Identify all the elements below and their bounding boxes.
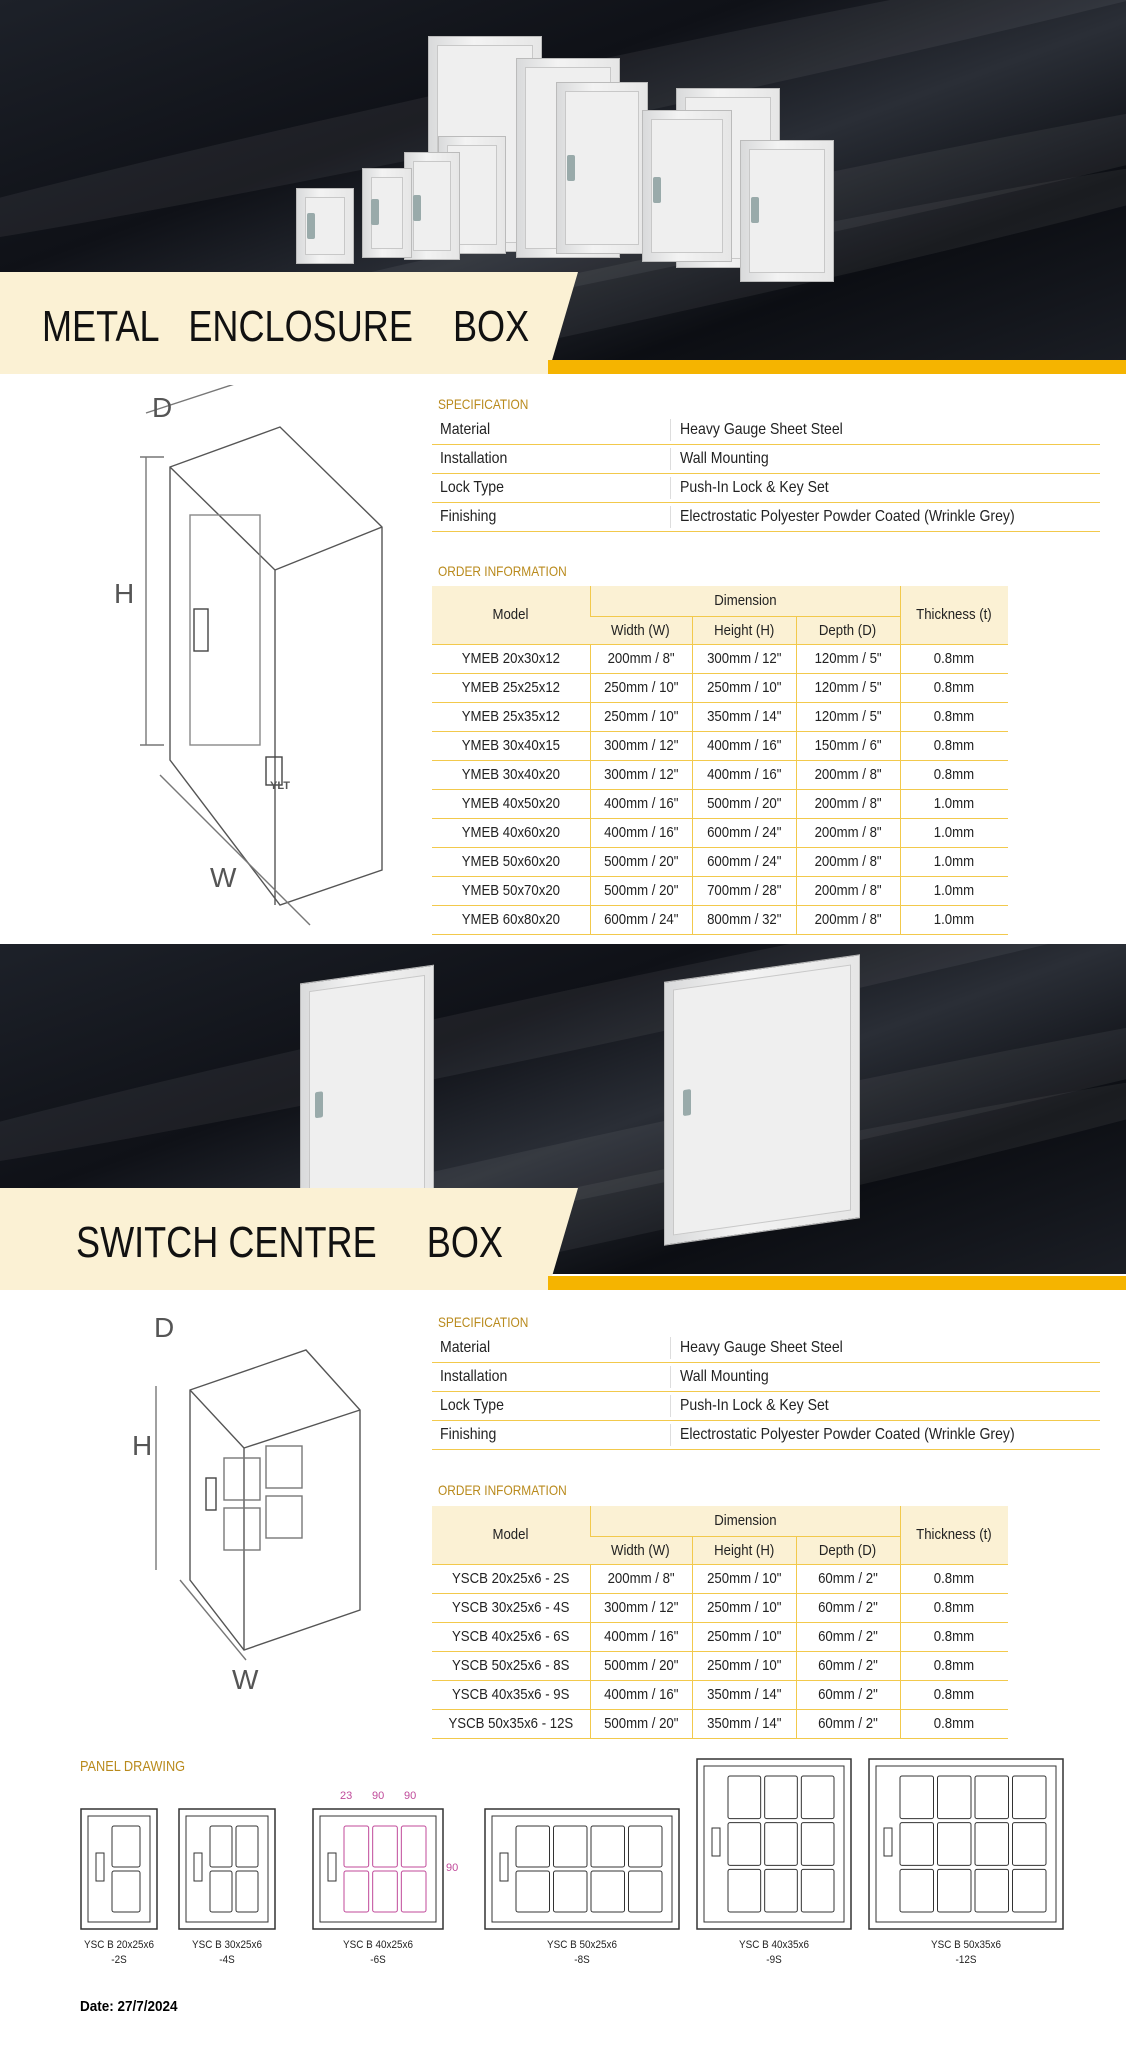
table-cell: 200mm / 8" [796,760,900,789]
table-cell: YSCB 30x25x6 - 4S [432,1593,590,1622]
switch-slot [900,1823,934,1866]
table-cell: YSCB 50x35x6 - 12S [432,1709,590,1738]
table-row [432,1622,1008,1651]
switch-slot [554,1871,588,1912]
table-cell: 1.0mm [900,847,1008,876]
table-cell: 0.8mm [900,1680,1008,1709]
order-heading: ORDER INFORMATION [438,563,567,579]
panel-caption [66,1938,172,1968]
table-cell: 300mm / 12" [692,644,796,673]
table-cell: 350mm / 14" [692,1680,796,1709]
col-height: Height (H) [692,616,796,644]
switch-slot [629,1871,663,1912]
table-cell: 200mm / 8" [590,644,692,673]
order-table-switch [432,1506,1008,1739]
panel-drawing [484,1808,680,1930]
panel-drawing [178,1808,276,1930]
table-cell: 600mm / 24" [692,847,796,876]
table-cell: 120mm / 5" [796,702,900,731]
spec-row-finishing: Finishing Electrostatic Polyester Powder Coated (Wrinkle Grey) [432,1421,1100,1450]
table-cell: 400mm / 16" [590,1680,692,1709]
switch-slot [516,1871,550,1912]
switch-slot [112,1871,140,1912]
switch-slot [801,1869,834,1912]
table-cell: YMEB 50x60x20 [432,847,590,876]
table-row [432,789,1008,818]
table-cell: 120mm / 5" [796,644,900,673]
table-cell: 400mm / 16" [590,818,692,847]
table-row [432,876,1008,905]
table-row [432,905,1008,934]
table-cell: 800mm / 32" [692,905,796,934]
table-cell: 60mm / 2" [796,1564,900,1593]
panel-dimension-label: 90 [372,1790,385,1802]
table-cell: YSCB 40x35x6 - 9S [432,1680,590,1709]
switch-slot [765,1776,798,1819]
panel-caption-model: YSC B 40x25x6 [343,1939,413,1951]
table-cell: 500mm / 20" [590,1709,692,1738]
col-model: Model [432,1506,590,1564]
table-cell: YMEB 60x80x20 [432,905,590,934]
section-title: METAL ENCLOSURE BOX [42,302,530,351]
panel-drawing [80,1808,158,1930]
panel-frame [869,1759,1063,1929]
panel-frame [81,1809,157,1929]
table-cell: 500mm / 20" [590,1651,692,1680]
table-cell: YSCB 40x25x6 - 6S [432,1622,590,1651]
switch-slot [728,1869,761,1912]
switch-slot [210,1871,232,1912]
table-row [432,818,1008,847]
panel-latch [328,1853,336,1881]
dimension-label-w: W [210,862,237,893]
panel-drawing [868,1758,1064,1930]
table-row [432,760,1008,789]
switch-slot [975,1823,1009,1866]
spec-row-finishing: Finishing Electrostatic Polyester Powder Coated (Wrinkle Grey) [432,503,1100,532]
switch-slot [728,1823,761,1866]
switch-slot [728,1776,761,1819]
enclosure-product-image [740,140,834,282]
panel-caption-suffix: -9S [766,1954,782,1966]
col-model: Model [432,586,590,644]
table-cell: 250mm / 10" [692,673,796,702]
switch-slot [373,1826,398,1867]
table-cell: 0.8mm [900,1651,1008,1680]
table-cell: 500mm / 20" [692,789,796,818]
table-cell: 500mm / 20" [590,847,692,876]
panel-caption [686,1938,862,1968]
switch-slot [554,1826,588,1867]
switch-title-band [0,1188,1126,1290]
col-depth: Depth (D) [796,616,900,644]
order-heading: ORDER INFORMATION [438,1482,567,1498]
panel-inner-frame [492,1816,672,1922]
table-cell: 250mm / 10" [692,1593,796,1622]
table-cell: 250mm / 10" [692,1622,796,1651]
table-cell: 150mm / 6" [796,731,900,760]
table-cell: YMEB 40x60x20 [432,818,590,847]
table-row [432,644,1008,673]
col-dimension: Dimension [590,1506,900,1536]
table-row [432,702,1008,731]
table-cell: 400mm / 16" [590,789,692,818]
switch-slot [975,1776,1009,1819]
switch-slot [210,1826,232,1867]
switch-slot [373,1871,398,1912]
table-cell: 1.0mm [900,876,1008,905]
panel-inner-frame [88,1816,150,1922]
spec-row-lock-type: Lock Type Push-In Lock & Key Set [432,474,1100,503]
table-cell: YMEB 20x30x12 [432,644,590,673]
switch-slot [629,1826,663,1867]
table-cell: 400mm / 16" [590,1622,692,1651]
switch-slot [765,1869,798,1912]
order-table-enclosure [432,586,1008,935]
panel-frame [485,1809,679,1929]
panel-caption-suffix: -12S [955,1954,977,1966]
col-width: Width (W) [590,1536,692,1564]
dimension-label-h: H [132,1430,153,1461]
table-cell: YMEB 25x25x12 [432,673,590,702]
table-row [432,1709,1008,1738]
panel-frame [179,1809,275,1929]
switch-slot [975,1869,1009,1912]
dimension-label-d: D [152,392,173,423]
spec-row-lock-type: Lock Type Push-In Lock & Key Set [432,1392,1100,1421]
dimension-label-d: D [154,1312,175,1343]
panel-latch [884,1828,892,1856]
switch-slot [938,1869,972,1912]
table-row [432,731,1008,760]
panel-caption [301,1938,456,1968]
panel-inner-frame [320,1816,436,1922]
table-cell: 200mm / 8" [590,1564,692,1593]
table-cell: 300mm / 12" [590,731,692,760]
accent-stripe [548,1276,1126,1290]
table-cell: 60mm / 2" [796,1680,900,1709]
panel-latch [712,1828,720,1856]
col-thickness: Thickness (t) [900,1506,1008,1564]
table-cell: 60mm / 2" [796,1709,900,1738]
table-cell: 0.8mm [900,702,1008,731]
switch-slot [344,1871,369,1912]
switch-slot [112,1826,140,1867]
table-cell: 1.0mm [900,818,1008,847]
table-cell: 250mm / 10" [590,673,692,702]
switch-slot [401,1871,426,1912]
table-cell: 700mm / 28" [692,876,796,905]
enclosure-title-band [0,272,1126,374]
table-row [432,1564,1008,1593]
panel-inner-frame [186,1816,268,1922]
switch-slot [591,1826,625,1867]
table-cell: 400mm / 16" [692,760,796,789]
table-cell: 0.8mm [900,760,1008,789]
table-cell: 200mm / 8" [796,818,900,847]
document-date: Date: 27/7/2024 [80,1998,178,2015]
table-cell: 300mm / 12" [590,1593,692,1622]
enclosure-product-image [404,152,460,260]
switch-product-image [300,965,434,1224]
table-cell: 600mm / 24" [692,818,796,847]
panel-inner-frame [876,1766,1056,1922]
panel-caption-model: YSC B 50x25x6 [547,1939,617,1951]
panel-drawing-heading: PANEL DRAWING [80,1758,186,1775]
table-cell: 200mm / 8" [796,789,900,818]
table-cell: 0.8mm [900,1622,1008,1651]
table-cell: 120mm / 5" [796,673,900,702]
table-cell: 400mm / 16" [692,731,796,760]
table-cell: YSCB 20x25x6 - 2S [432,1564,590,1593]
accent-stripe [548,360,1126,374]
panel-dimension-label: 23 [340,1790,353,1802]
col-height: Height (H) [692,1536,796,1564]
table-cell: 250mm / 10" [590,702,692,731]
panel-frame [313,1809,443,1929]
switch-slot [401,1826,426,1867]
brand-logo: YLT [270,780,290,792]
enclosure-product-image [642,110,732,262]
table-cell: 60mm / 2" [796,1651,900,1680]
switch-slot [591,1871,625,1912]
switch-slot [900,1776,934,1819]
switch-slot [801,1776,834,1819]
panel-drawing [696,1758,852,1930]
panel-latch [500,1853,508,1881]
table-cell: 200mm / 8" [796,847,900,876]
spec-row-installation: Installation Wall Mounting [432,1363,1100,1392]
switch-slot [516,1826,550,1867]
col-width: Width (W) [590,616,692,644]
table-cell: 0.8mm [900,731,1008,760]
table-cell: YMEB 30x40x20 [432,760,590,789]
panel-latch [194,1853,202,1881]
table-row [432,1680,1008,1709]
panel-caption-model: YSC B 20x25x6 [84,1939,154,1951]
dimension-label-h: H [114,578,135,609]
switch-slot [344,1826,369,1867]
panel-caption-model: YSC B 30x25x6 [192,1939,262,1951]
table-cell: 0.8mm [900,1564,1008,1593]
table-row [432,847,1008,876]
table-cell: 200mm / 8" [796,905,900,934]
switch-slot [765,1823,798,1866]
table-cell: 0.8mm [900,1709,1008,1738]
table-cell: 600mm / 24" [590,905,692,934]
switch-slot [801,1823,834,1866]
switch-slot [1013,1823,1047,1866]
switch-slot [938,1776,972,1819]
col-dimension: Dimension [590,586,900,616]
panel-caption [476,1938,688,1968]
table-cell: 350mm / 14" [692,1709,796,1738]
panel-caption-suffix: -2S [111,1954,127,1966]
table-cell: 0.8mm [900,673,1008,702]
table-cell: YMEB 40x50x20 [432,789,590,818]
table-row [432,1651,1008,1680]
panel-caption-model: YSC B 40x35x6 [739,1939,809,1951]
table-cell: 0.8mm [900,1593,1008,1622]
table-cell: 350mm / 14" [692,702,796,731]
table-cell: YMEB 30x40x15 [432,731,590,760]
col-depth: Depth (D) [796,1536,900,1564]
col-thickness: Thickness (t) [900,586,1008,644]
panel-dimension-label: 90 [404,1790,417,1802]
spec-row-installation: Installation Wall Mounting [432,445,1100,474]
table-row [432,673,1008,702]
dimension-label-w: W [232,1664,259,1695]
table-cell: 60mm / 2" [796,1622,900,1651]
panel-caption-suffix: -8S [574,1954,590,1966]
table-cell: 250mm / 10" [692,1564,796,1593]
panel-caption [860,1938,1072,1968]
table-cell: 60mm / 2" [796,1593,900,1622]
panel-dimension-label: 90 [446,1862,459,1874]
spec-heading: SPECIFICATION [438,396,529,412]
enclosure-product-image [362,168,412,258]
table-cell: 300mm / 12" [590,760,692,789]
spec-heading: SPECIFICATION [438,1314,529,1330]
panel-latch [96,1853,104,1881]
switch-slot [1013,1869,1047,1912]
table-row [432,1593,1008,1622]
table-cell: YMEB 50x70x20 [432,876,590,905]
panel-caption-model: YSC B 50x35x6 [931,1939,1001,1951]
section-title: SWITCH CENTRE BOX [76,1218,503,1267]
table-cell: 0.8mm [900,644,1008,673]
table-cell: 200mm / 8" [796,876,900,905]
table-cell: 250mm / 10" [692,1651,796,1680]
enclosure-product-image [556,82,648,254]
switch-slot [900,1869,934,1912]
spec-row-material: Material Heavy Gauge Sheet Steel [432,1334,1100,1363]
panel-caption-suffix: -4S [219,1954,235,1966]
panel-drawing [312,1808,444,1930]
panel-inner-frame [704,1766,844,1922]
panel-caption-suffix: -6S [370,1954,386,1966]
switch-slot [236,1871,258,1912]
spec-row-material: Material Heavy Gauge Sheet Steel [432,416,1100,445]
table-cell: 500mm / 20" [590,876,692,905]
switch-slot [236,1826,258,1867]
table-cell: YSCB 50x25x6 - 8S [432,1651,590,1680]
table-cell: 1.0mm [900,905,1008,934]
enclosure-product-image [296,188,354,264]
table-cell: 1.0mm [900,789,1008,818]
panel-caption [165,1938,289,1968]
switch-slot [938,1823,972,1866]
table-cell: YMEB 25x35x12 [432,702,590,731]
switch-slot [1013,1776,1047,1819]
